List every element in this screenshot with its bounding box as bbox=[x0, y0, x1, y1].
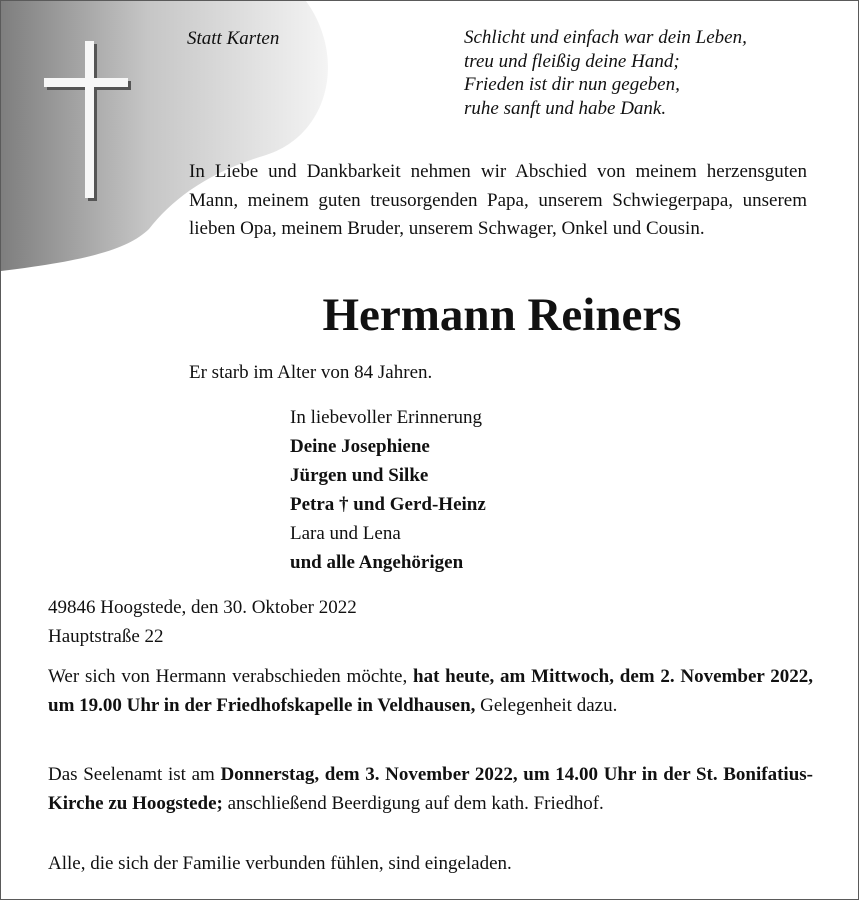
place-date: 49846 Hoogstede, den 30. Oktober 2022 bbox=[48, 597, 357, 618]
closing-paragraph: Alle, die sich der Familie verbunden fühlen, sind eingeladen. bbox=[48, 853, 512, 874]
family-member: Lara und Lena bbox=[290, 523, 401, 544]
street-address: Hauptstraße 22 bbox=[48, 625, 164, 647]
family-member: Petra † und Gerd-Heinz bbox=[290, 494, 486, 515]
family-member: Jürgen und Silke bbox=[290, 465, 429, 486]
farewell-text-end: Gelegenheit dazu. bbox=[475, 694, 618, 716]
age-line: Er starb im Alter von 84 Jahren. bbox=[189, 362, 433, 383]
farewell-time: hat heute, am Mittwoch, dem 2. November 2022, um 19.00 Uhr in der Friedhofskapelle in Veldhausen, bbox=[48, 666, 813, 716]
poem-line: ruhe sanft und habe Dank. bbox=[464, 97, 667, 119]
statt-karten-note: Statt Karten bbox=[187, 28, 280, 49]
deceased-name: Hermann Reiners bbox=[322, 289, 682, 341]
family-heading: In liebevoller Erinnerung bbox=[290, 407, 483, 428]
requiem-time: Donnerstag, dem 3. November 2022, um 14.00 Uhr in der St. Bonifatius-Kirche zu Hoogstede; bbox=[48, 764, 813, 814]
place-and-address bbox=[48, 594, 357, 651]
intro-text: In Liebe und Dankbarkeit nehmen wir Abschied von meinem herzensguten Mann, meinem guten treusorgenden Papa, unserem Schwiegerpapa, unserem lieben Opa, meinem Bruder, unserem Schwager, Onkel und Cousin. bbox=[189, 161, 807, 239]
family-member: und alle Angehörigen bbox=[290, 552, 464, 573]
requiem-text-end: anschließend Beerdigung auf dem kath. Friedhof. bbox=[222, 792, 604, 814]
farewell-text: Wer sich von Hermann verabschieden möchte, bbox=[48, 666, 413, 687]
family-member: Deine Josephiene bbox=[290, 436, 430, 457]
farewell-paragraph bbox=[48, 663, 813, 720]
poem bbox=[464, 26, 747, 120]
requiem-text: Das Seelenamt ist am bbox=[48, 764, 221, 785]
family-list bbox=[290, 403, 486, 577]
requiem-paragraph bbox=[48, 761, 813, 818]
poem-line: treu und fleißig deine Hand; bbox=[464, 50, 680, 72]
poem-line: Frieden ist dir nun gegeben, bbox=[464, 74, 680, 95]
poem-line: Schlicht und einfach war dein Leben, bbox=[464, 27, 747, 48]
